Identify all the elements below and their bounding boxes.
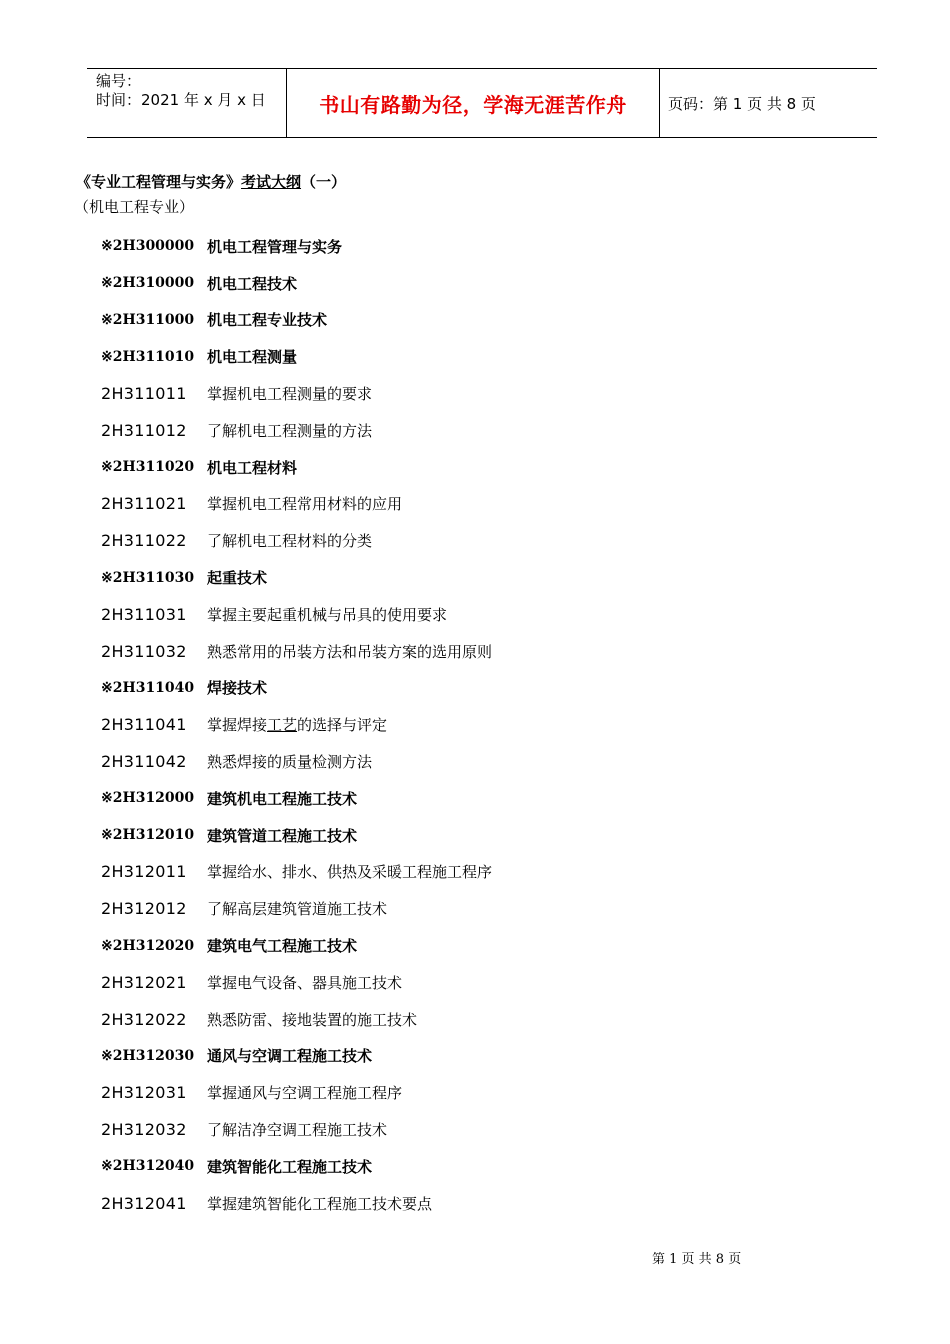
outline-text: 建筑管道工程施工技术 xyxy=(207,826,358,845)
header-motto-cell xyxy=(287,69,660,137)
outline-code: 2H311032 xyxy=(101,641,187,661)
outline-text xyxy=(207,714,387,735)
outline-item xyxy=(101,522,492,559)
outline-heading xyxy=(101,449,492,486)
outline-heading xyxy=(101,780,492,817)
outline-item xyxy=(101,964,492,1001)
outline-text: 机电工程管理与实务 xyxy=(207,237,343,256)
outline-item xyxy=(101,706,492,743)
outline-code: ※2H312040 xyxy=(101,1158,195,1175)
outline-text: 建筑智能化工程施工技术 xyxy=(207,1157,373,1176)
outline-code: 2H311022 xyxy=(101,531,187,551)
outline-code: ※2H300000 xyxy=(101,238,195,255)
outline-text: 熟悉防雷、接地装置的施工技术 xyxy=(207,1010,418,1029)
outline-item xyxy=(101,412,492,449)
outline-heading xyxy=(101,670,492,707)
outline-text: 建筑电气工程施工技术 xyxy=(207,937,358,956)
outline-code: ※2H311030 xyxy=(101,569,195,586)
header-page-info: 页码：第 1 页 共 8 页 xyxy=(668,94,816,113)
syllabus-outline xyxy=(101,228,492,1222)
outline-code: ※2H311000 xyxy=(101,311,195,328)
outline-item xyxy=(101,890,492,927)
outline-code: ※2H311010 xyxy=(101,348,195,365)
outline-code: 2H311011 xyxy=(101,384,187,404)
outline-code: ※2H311040 xyxy=(101,679,195,696)
outline-heading xyxy=(101,228,492,265)
outline-text: 起重技术 xyxy=(207,569,268,588)
outline-heading xyxy=(101,1148,492,1185)
outline-code: ※2H312000 xyxy=(101,790,195,807)
outline-item xyxy=(101,633,492,670)
outline-item xyxy=(101,1001,492,1038)
page-footer: 第 1 页 共 8 页 xyxy=(652,1252,742,1267)
outline-heading xyxy=(101,302,492,339)
outline-heading xyxy=(101,559,492,596)
document-title xyxy=(76,171,346,192)
outline-text: 建筑机电工程施工技术 xyxy=(207,789,358,808)
outline-code: 2H312021 xyxy=(101,972,187,992)
outline-code: 2H311031 xyxy=(101,604,187,624)
outline-code: 2H312031 xyxy=(101,1083,187,1103)
outline-code: 2H311012 xyxy=(101,420,187,440)
outline-item xyxy=(101,1185,492,1222)
outline-text: 机电工程专业技术 xyxy=(207,311,328,330)
document-subtitle: （机电工程专业） xyxy=(74,198,195,216)
outline-text: 焊接技术 xyxy=(207,679,268,698)
outline-item xyxy=(101,596,492,633)
outline-text: 了解机电工程材料的分类 xyxy=(207,532,373,551)
number-label: 编号： xyxy=(96,72,142,90)
outline-code: ※2H312030 xyxy=(101,1047,195,1064)
outline-heading xyxy=(101,265,492,302)
title-suffix: （一） xyxy=(301,173,347,191)
outline-code: ※2H312010 xyxy=(101,827,195,844)
outline-item xyxy=(101,1111,492,1148)
outline-code: 2H311042 xyxy=(101,752,187,772)
outline-text-pre: 掌握焊接 xyxy=(207,716,268,735)
document-header xyxy=(87,68,877,138)
outline-heading xyxy=(101,1038,492,1075)
header-meta xyxy=(87,69,287,137)
outline-heading xyxy=(101,817,492,854)
outline-text: 机电工程测量 xyxy=(207,348,298,367)
outline-text: 掌握机电工程测量的要求 xyxy=(207,385,373,404)
outline-text: 机电工程材料 xyxy=(207,458,298,477)
outline-item xyxy=(101,375,492,412)
outline-text: 了解洁净空调工程施工技术 xyxy=(207,1121,388,1140)
outline-text: 通风与空调工程施工技术 xyxy=(207,1047,373,1066)
outline-heading xyxy=(101,927,492,964)
outline-code: 2H312041 xyxy=(101,1193,187,1213)
motto-text: 书山有路勤为径，学海无涯苦作舟 xyxy=(319,92,627,117)
outline-item xyxy=(101,486,492,523)
outline-code: 2H312012 xyxy=(101,899,187,919)
outline-text: 机电工程技术 xyxy=(207,274,298,293)
outline-text-underlined: 工艺 xyxy=(267,716,298,735)
outline-code: 2H311041 xyxy=(101,715,187,735)
outline-text-post: 的选择与评定 xyxy=(297,716,388,735)
title-underlined: 考试大纲 xyxy=(241,173,302,191)
outline-text: 了解高层建筑管道施工技术 xyxy=(207,900,388,919)
outline-code: 2H312011 xyxy=(101,862,187,882)
outline-code: ※2H311020 xyxy=(101,459,195,476)
outline-text: 掌握主要起重机械与吊具的使用要求 xyxy=(207,605,448,624)
outline-heading xyxy=(101,338,492,375)
outline-text: 掌握通风与空调工程施工程序 xyxy=(207,1084,403,1103)
outline-text: 熟悉常用的吊装方法和吊装方案的选用原则 xyxy=(207,642,493,661)
outline-item xyxy=(101,854,492,891)
outline-code: 2H312032 xyxy=(101,1120,187,1140)
outline-code: ※2H312020 xyxy=(101,937,195,954)
outline-code: ※2H310000 xyxy=(101,275,195,292)
outline-text: 了解机电工程测量的方法 xyxy=(207,421,373,440)
outline-text: 掌握电气设备、器具施工技术 xyxy=(207,973,403,992)
outline-text: 熟悉焊接的质量检测方法 xyxy=(207,753,373,772)
outline-item xyxy=(101,1074,492,1111)
time-label: 时间：2021 年 x 月 x 日 xyxy=(96,91,266,109)
outline-code: 2H312022 xyxy=(101,1009,187,1029)
title-prefix: 《专业工程管理与实务》 xyxy=(76,173,242,191)
outline-text: 掌握给水、排水、供热及采暖工程施工程序 xyxy=(207,863,493,882)
outline-code: 2H311021 xyxy=(101,494,187,514)
outline-text: 掌握机电工程常用材料的应用 xyxy=(207,495,403,514)
outline-item xyxy=(101,743,492,780)
outline-text: 掌握建筑智能化工程施工技术要点 xyxy=(207,1194,433,1213)
